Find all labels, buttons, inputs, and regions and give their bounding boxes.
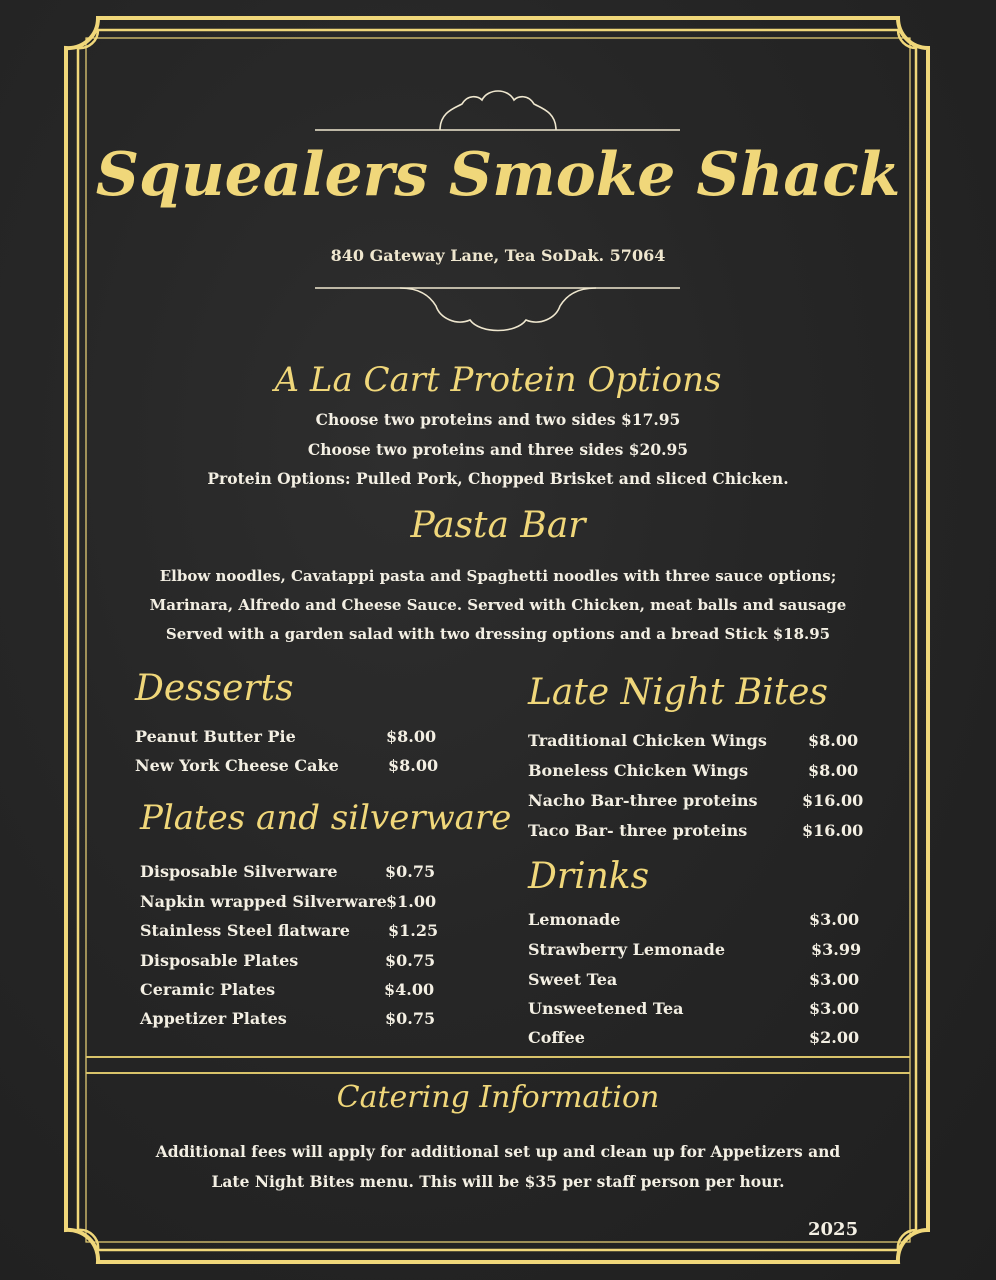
menu-item (140, 951, 450, 977)
menu-item (140, 980, 450, 1006)
item-name: Disposable Plates (140, 951, 299, 970)
menu-item (135, 727, 445, 753)
item-price: $3.00 (809, 910, 860, 929)
late-night-title: Late Night Bites (528, 672, 828, 713)
menu-item (135, 756, 445, 782)
menu-item (528, 970, 863, 996)
catering-line-1: Additional fees will apply for additional set up and clean up for Appetizers and (155, 1142, 841, 1161)
menu-item (528, 999, 863, 1025)
item-price: $8.00 (386, 727, 437, 746)
catering-title: Catering Information (336, 1080, 660, 1115)
drinks-title: Drinks (528, 856, 650, 897)
item-name: Boneless Chicken Wings (528, 761, 749, 780)
item-name: Coffee (528, 1028, 585, 1047)
footer-year: 2025 (808, 1219, 859, 1240)
plates-title: Plates and silverware (140, 798, 512, 838)
item-price: $0.75 (385, 1009, 436, 1028)
pasta-line-3: Served with a garden salad with two dressing options and a bread Stick $18.95 (165, 625, 831, 643)
menu-item (528, 791, 863, 817)
menu-item (140, 892, 450, 918)
menu-item (528, 821, 863, 847)
protein-section-title: A La Cart Protein Options (274, 360, 722, 400)
menu-item (528, 940, 863, 966)
item-price: $0.75 (385, 951, 436, 970)
item-price: $3.00 (809, 999, 860, 1018)
item-price: $8.00 (808, 761, 859, 780)
item-name: Traditional Chicken Wings (528, 731, 767, 750)
item-name: Lemonade (528, 910, 621, 929)
item-price: $4.00 (384, 980, 435, 999)
item-name: Sweet Tea (528, 970, 618, 989)
menu-item (140, 862, 450, 888)
menu-item (140, 921, 450, 947)
item-price: $16.00 (802, 821, 864, 840)
item-name: Stainless Steel flatware (140, 921, 350, 940)
item-price: $0.75 (385, 862, 436, 881)
item-name: Disposable Silverware (140, 862, 338, 881)
item-name: New York Cheese Cake (135, 756, 339, 775)
menu-item (528, 910, 863, 936)
protein-line-3: Protein Options: Pulled Pork, Chopped Brisket and sliced Chicken. (207, 469, 789, 488)
menu-item (140, 1009, 450, 1035)
protein-line-1: Choose two proteins and two sides $17.95 (315, 410, 681, 429)
pasta-section-title: Pasta Bar (410, 505, 586, 546)
restaurant-name: Squealers Smoke Shack (95, 140, 901, 210)
protein-line-2: Choose two proteins and three sides $20.95 (307, 440, 689, 459)
item-price: $3.00 (809, 970, 860, 989)
item-name: Napkin wrapped Silverware (140, 892, 387, 911)
item-name: Ceramic Plates (140, 980, 276, 999)
item-name: Nacho Bar-three proteins (528, 791, 758, 810)
restaurant-address: 840 Gateway Lane, Tea SoDak. 57064 (330, 246, 666, 265)
pasta-line-1: Elbow noodles, Cavatappi pasta and Spaghetti noodles with three sauce options; (159, 567, 837, 585)
menu-item (528, 1028, 863, 1054)
item-name: Strawberry Lemonade (528, 940, 726, 959)
item-name: Unsweetened Tea (528, 999, 684, 1018)
pasta-line-2: Marinara, Alfredo and Cheese Sauce. Served with Chicken, meat balls and sausage (149, 596, 847, 614)
item-name: Appetizer Plates (140, 1009, 287, 1028)
item-price: $1.25 (388, 921, 439, 940)
menu-item (528, 761, 863, 787)
item-name: Taco Bar- three proteins (528, 821, 748, 840)
desserts-title: Desserts (135, 668, 294, 709)
menu-item (528, 731, 863, 757)
item-price: $1.00 (386, 892, 437, 911)
item-price: $8.00 (388, 756, 439, 775)
item-price: $8.00 (808, 731, 859, 750)
item-price: $3.99 (811, 940, 862, 959)
item-price: $16.00 (802, 791, 864, 810)
item-price: $2.00 (809, 1028, 860, 1047)
item-name: Peanut Butter Pie (135, 727, 296, 746)
catering-line-2: Late Night Bites menu. This will be $35 per staff person per hour. (211, 1172, 785, 1191)
